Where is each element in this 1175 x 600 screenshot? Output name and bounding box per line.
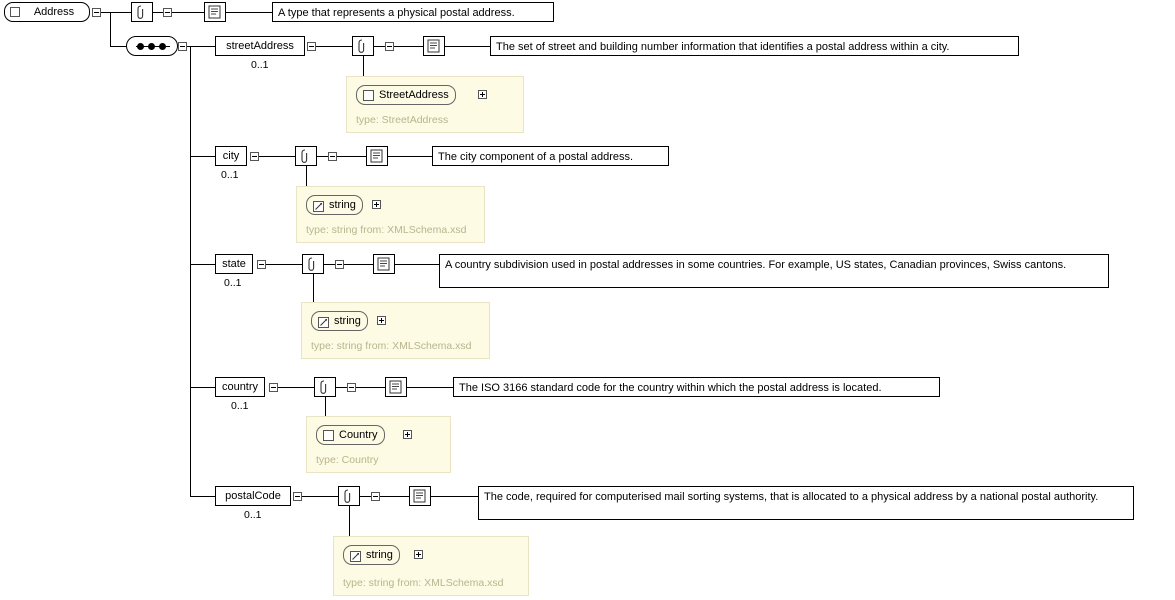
sequence-dot: [159, 43, 166, 50]
paperclip-icon: [296, 147, 316, 165]
type-expand-toggle[interactable]: [403, 430, 412, 439]
city-attachment-toggle[interactable]: [328, 152, 337, 161]
connector: [190, 496, 215, 497]
element-icon: [363, 90, 374, 101]
type-name-streetaddress[interactable]: [356, 85, 456, 105]
annotation-text: The ISO 3166 standard code for the country within which the postal address is located.: [459, 382, 882, 394]
element-state[interactable]: [215, 254, 253, 274]
type-label: Country: [339, 429, 378, 441]
type-caption: type: string from: XMLSchema.xsd: [343, 577, 504, 589]
annotation-icon: [205, 3, 225, 21]
element-label: state: [222, 258, 246, 270]
connector: [349, 506, 350, 536]
type-panel-streetaddress: [346, 76, 524, 133]
annotation-text: A country subdivision used in postal addresses in some countries. For example, US states, Canadian provinces, Swiss cantons.: [445, 259, 1067, 271]
type-name-country[interactable]: [316, 425, 385, 445]
connector: [431, 496, 478, 497]
city-toggle[interactable]: [250, 152, 259, 161]
element-icon: [323, 430, 334, 441]
annotation-icon: [367, 147, 387, 165]
connector: [407, 387, 453, 388]
type-caption: type: string from: XMLSchema.xsd: [311, 340, 472, 352]
type-caption: type: string from: XMLSchema.xsd: [306, 224, 467, 236]
root-annotation-text: A type that represents a physical postal address.: [278, 7, 515, 19]
element-label: postalCode: [225, 490, 281, 502]
element-label: city: [222, 150, 240, 162]
connector: [336, 387, 347, 388]
type-panel-city: [296, 186, 485, 243]
annotation-text: The set of street and building number information that identifies a postal address within a city.: [496, 41, 950, 53]
occurrence-country: 0..1: [231, 400, 249, 412]
connector: [317, 156, 328, 157]
connector: [325, 397, 326, 416]
connector: [306, 166, 307, 186]
paperclip-icon: [339, 487, 359, 505]
annotation-icon-box-state[interactable]: [373, 254, 395, 274]
annotation-icon-box-root[interactable]: [204, 2, 226, 22]
state-attachment-toggle[interactable]: [335, 260, 344, 269]
connector: [395, 264, 439, 265]
annotation-text: The city component of a postal address.: [438, 151, 634, 163]
city-annotation-comment: [432, 146, 669, 166]
attachment-icon-box-streetaddress[interactable]: [352, 36, 374, 56]
annotation-icon-box-country[interactable]: [385, 377, 407, 397]
connector: [302, 496, 338, 497]
type-name-postalcode[interactable]: [343, 545, 400, 565]
annotation-icon: [410, 487, 430, 505]
connector: [388, 156, 432, 157]
root-element-address[interactable]: [4, 2, 90, 22]
attachment-icon-box-state[interactable]: [302, 254, 324, 274]
occurrence-state: 0..1: [224, 277, 242, 289]
connector-spine: [190, 46, 191, 496]
connector: [360, 496, 371, 497]
occurrence-city: 0..1: [221, 169, 239, 181]
simple-type-icon: [313, 200, 324, 211]
annotation-icon-box-streetaddress[interactable]: [423, 36, 445, 56]
connector: [101, 12, 131, 13]
annotation-icon-box-postalcode[interactable]: [409, 486, 431, 506]
attachment-icon-box-root[interactable]: [131, 2, 153, 22]
annotation-icon: [386, 378, 406, 396]
paperclip-icon: [315, 378, 335, 396]
simple-type-icon: [350, 550, 361, 561]
paperclip-icon: [132, 3, 152, 21]
type-caption: type: StreetAddress: [356, 114, 449, 126]
connector: [110, 12, 111, 46]
country-annotation-comment: [453, 377, 940, 397]
connector: [374, 46, 385, 47]
state-annotation-comment: [439, 254, 1109, 288]
connector: [172, 12, 204, 13]
root-annotation-comment: [272, 2, 554, 22]
type-panel-country: [306, 416, 451, 473]
postalcode-annotation-comment: [478, 486, 1134, 520]
type-label: string: [334, 315, 361, 327]
state-toggle[interactable]: [257, 260, 266, 269]
type-caption: type: Country: [316, 454, 379, 466]
sequence-dot: [148, 43, 155, 50]
type-label: StreetAddress: [379, 89, 449, 101]
country-attachment-toggle[interactable]: [347, 383, 356, 392]
streetaddress-attachment-toggle[interactable]: [385, 42, 394, 51]
root-element-label: Address: [33, 6, 75, 18]
connector: [313, 274, 314, 302]
connector: [226, 12, 272, 13]
sequence-dot: [137, 43, 144, 50]
annotation-icon-box-city[interactable]: [366, 146, 388, 166]
connector: [344, 264, 373, 265]
paperclip-icon: [353, 37, 373, 55]
connector: [187, 46, 215, 47]
type-expand-toggle[interactable]: [478, 90, 487, 99]
connector: [259, 156, 295, 157]
connector: [278, 387, 314, 388]
streetaddress-annotation-comment: [490, 36, 1019, 56]
element-label: streetAddress: [226, 40, 294, 52]
type-name-state[interactable]: [311, 311, 368, 331]
attachment-icon-box-postalcode[interactable]: [338, 486, 360, 506]
occurrence-postalcode: 0..1: [244, 509, 262, 521]
root-collapse-toggle[interactable]: [92, 8, 101, 17]
type-label: string: [366, 549, 393, 561]
type-expand-toggle[interactable]: [377, 316, 386, 325]
connector: [380, 496, 409, 497]
connector: [190, 264, 215, 265]
element-streetaddress[interactable]: [215, 36, 305, 56]
annotation-icon: [374, 255, 394, 273]
paperclip-icon: [303, 255, 323, 273]
attachment-icon-box-country[interactable]: [314, 377, 336, 397]
connector: [190, 387, 215, 388]
connector: [337, 156, 366, 157]
connector: [316, 46, 352, 47]
root-attachment-toggle[interactable]: [163, 8, 172, 17]
element-country[interactable]: [215, 377, 265, 397]
element-label: country: [221, 381, 259, 393]
type-label: string: [329, 199, 356, 211]
postalcode-toggle[interactable]: [293, 492, 302, 501]
connector: [356, 387, 385, 388]
connector: [153, 12, 163, 13]
streetaddress-toggle[interactable]: [307, 42, 316, 51]
connector: [445, 46, 490, 47]
type-name-city[interactable]: [306, 195, 363, 215]
element-postalcode[interactable]: [215, 486, 291, 506]
connector: [266, 264, 302, 265]
annotation-text: The code, required for computerised mail sorting systems, that is allocated to a physical address by a national postal authority.: [484, 491, 1099, 503]
annotation-icon: [424, 37, 444, 55]
simple-type-icon: [318, 316, 329, 327]
attachment-icon-box-city[interactable]: [295, 146, 317, 166]
connector: [190, 156, 215, 157]
country-toggle[interactable]: [269, 383, 278, 392]
postalcode-attachment-toggle[interactable]: [371, 492, 380, 501]
sequence-collapse-toggle[interactable]: [178, 42, 187, 51]
type-panel-state: [301, 302, 490, 359]
element-city[interactable]: [215, 146, 247, 166]
connector: [363, 56, 364, 76]
element-icon: [10, 7, 20, 17]
connector: [110, 46, 126, 47]
type-expand-toggle[interactable]: [372, 200, 381, 209]
connector: [324, 264, 335, 265]
connector: [394, 46, 423, 47]
occurrence-streetaddress: 0..1: [251, 59, 269, 71]
sequence-compositor[interactable]: [126, 36, 178, 56]
type-expand-toggle[interactable]: [414, 550, 423, 559]
type-panel-postalcode: [333, 536, 529, 596]
